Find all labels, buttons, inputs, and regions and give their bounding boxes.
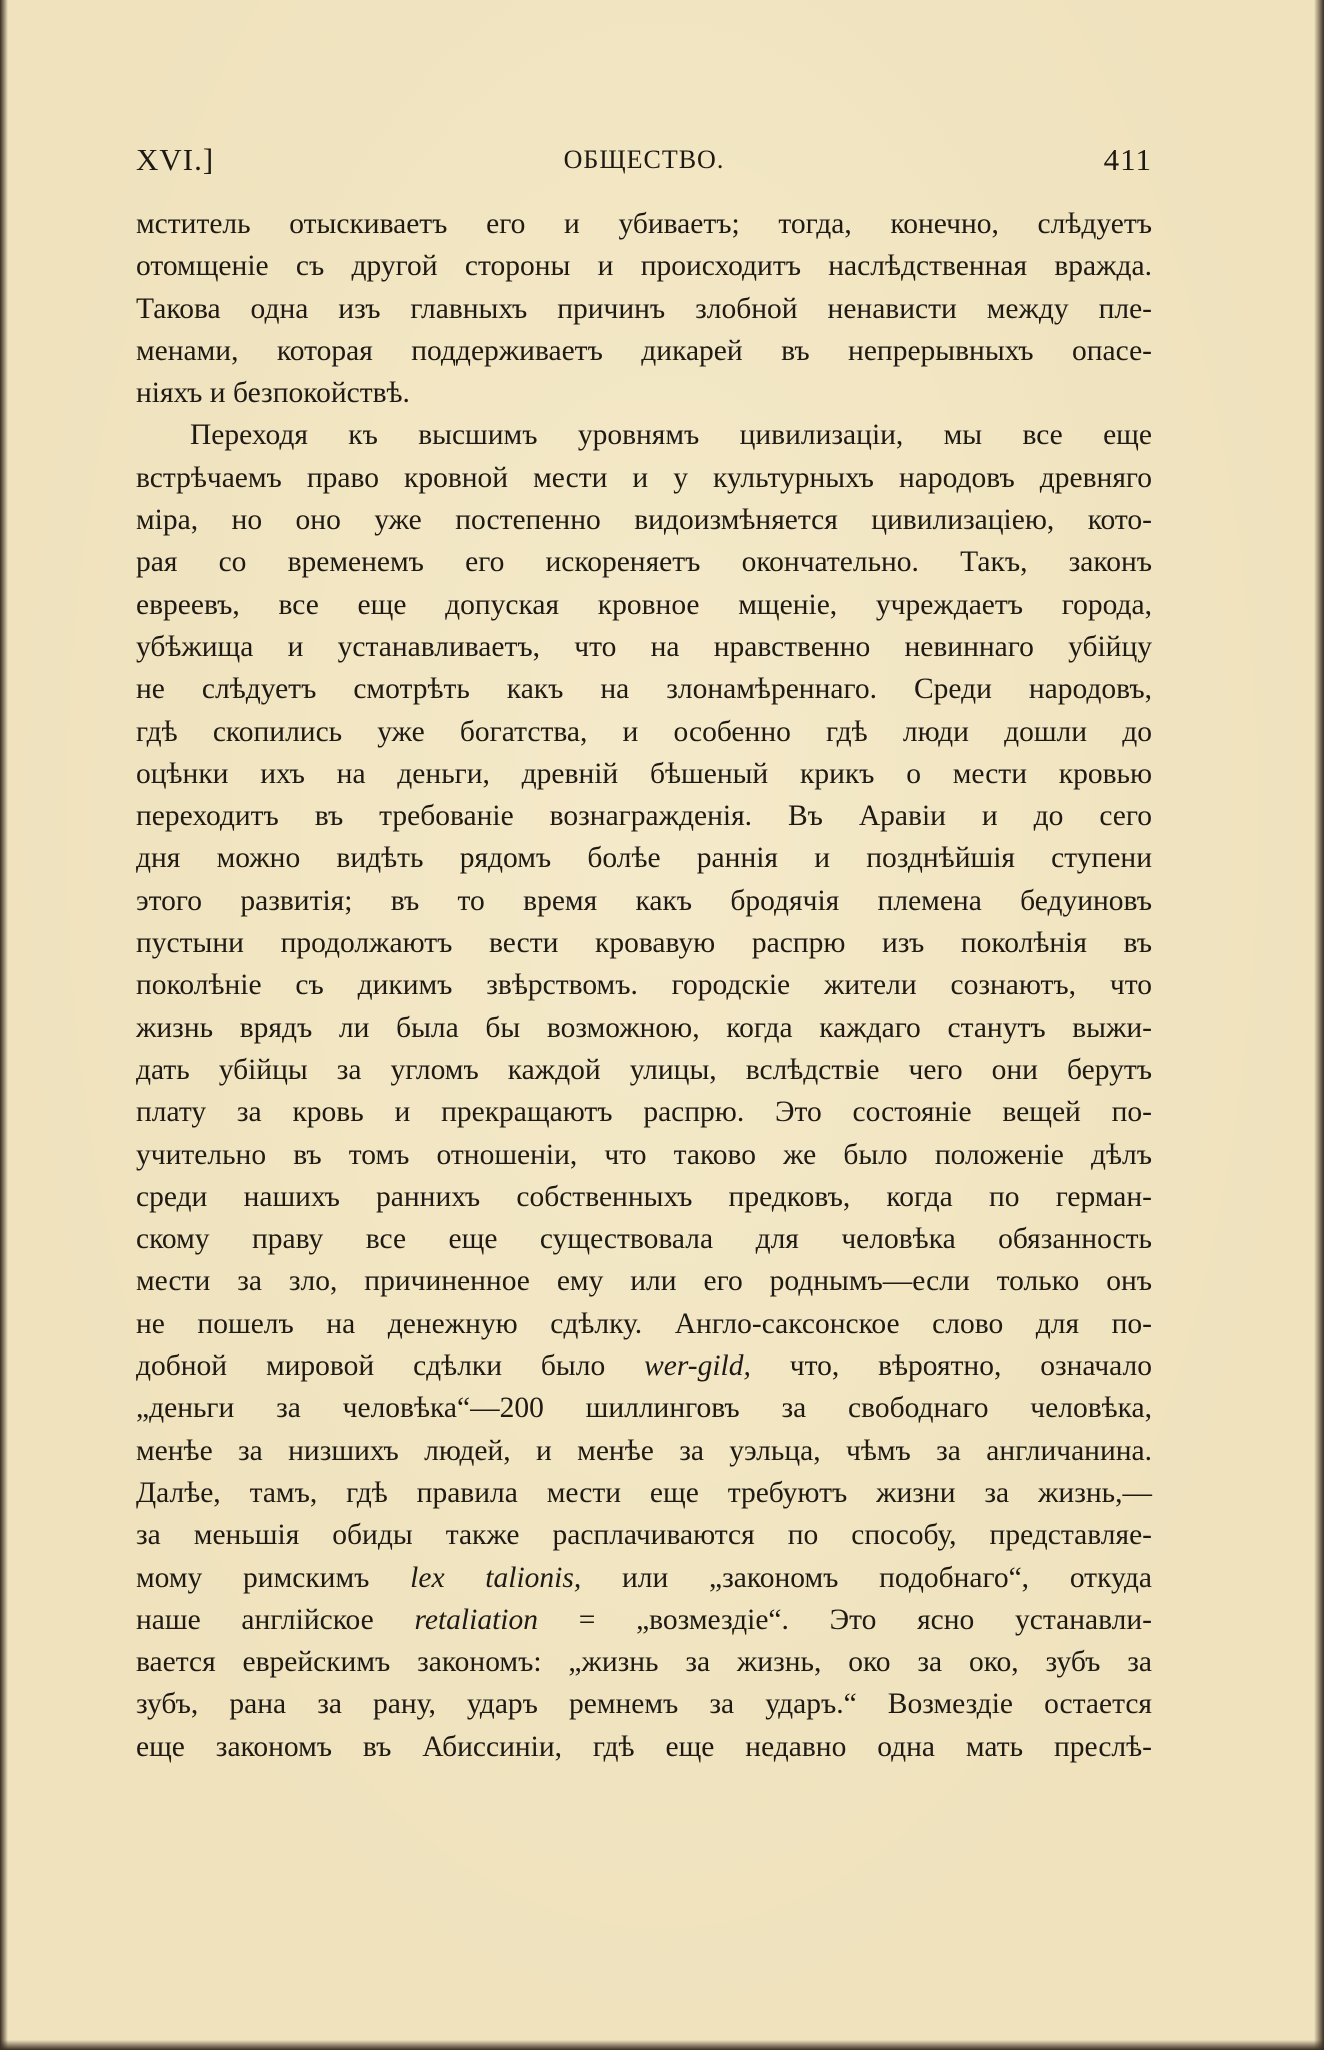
text-segment: оцѣнки ихъ на деньги, древній бѣшеный крикъ о мести кровью [136,757,1152,790]
text-segment: скому праву все еще существовала для человѣка обязанность [136,1223,1152,1256]
text-segment: ніяхъ и безпокойствѣ. [136,377,410,410]
text-segment: поколѣніе съ дикимъ звѣрствомъ. городскіе жители сознаютъ, что [136,969,1152,1002]
text-line [136,457,1152,499]
text-line [136,1176,1152,1218]
page-edge-shadow-left [0,0,8,2050]
text-line [136,288,1152,330]
text-segment: плату за кровь и прекращаютъ распрю. Это состояніе вещей по- [136,1096,1152,1129]
text-line [136,584,1152,626]
text-segment: добной мировой сдѣлки было [136,1350,645,1383]
text-segment: „деньги за человѣка“—200 шиллинговъ за свободнаго человѣка, [136,1392,1152,1425]
text-segment: встрѣчаемъ право кровной мести и у культурныхъ народовъ древняго [136,461,1152,494]
text-segment: зубъ, рана за рану, ударъ ремнемъ за ударъ.“ Возмездіе остается [136,1688,1152,1721]
text-line [136,964,1152,1006]
text-segment: наше англійское [136,1603,415,1636]
text-segment: мститель отыскиваетъ его и убиваетъ; тогда, конечно, слѣдуетъ [136,208,1152,240]
text-line [136,1599,1152,1641]
running-title: ОБЩЕСТВО. [563,145,725,174]
text-line [136,1683,1152,1725]
text-segment: міра, но оно уже постепенно видоизмѣняется цивилизаціею, кото- [136,504,1152,537]
italic-term: wer-gild, [644,1350,751,1383]
text-line [136,1514,1152,1556]
text-line [136,922,1152,964]
text-segment: жизнь врядъ ли была бы возможною, когда каждаго станутъ выжи- [136,1011,1152,1044]
text-line [136,1303,1152,1345]
text-segment: пустыни продолжаютъ вести кровавую распрю изъ поколѣнія въ [136,927,1152,960]
text-segment: или „закономъ подобнаго“, откуда [581,1561,1152,1594]
text-segment: Переходя къ высшимъ уровнямъ цивилизаціи, мы все еще [190,419,1152,452]
italic-term: retaliation [414,1603,538,1636]
text-line [136,1134,1152,1176]
text-segment: отомщеніе съ другой стороны и происходитъ наслѣдственная вражда. [136,250,1152,283]
text-line [136,203,1152,245]
text-segment: мести за зло, причиненное ему или его роднымъ—если только онъ [136,1265,1152,1298]
text-segment: среди нашихъ раннихъ собственныхъ предковъ, когда по герман- [136,1180,1152,1213]
text-line [136,1557,1152,1599]
text-line [136,837,1152,879]
text-line [136,1049,1152,1091]
text-segment: убѣжища и устанавливаетъ, что на нравственно невиннаго убійцу [136,630,1152,663]
text-segment: = „возмездіе“. Это ясно устанавли- [537,1603,1152,1636]
text-line [136,1260,1152,1302]
text-line [136,245,1152,287]
text-line [136,414,1152,456]
page-edge-shadow-bottom [0,2040,1324,2050]
text-segment: этого развитія; въ то время какъ бродячія племена бедуиновъ [136,884,1152,917]
text-line [136,372,1152,414]
text-line [136,1430,1152,1472]
text-line [136,711,1152,753]
text-segment: что, вѣроятно, означало [750,1350,1152,1383]
text-segment: мому римскимъ [136,1561,411,1594]
text-line [136,753,1152,795]
text-line [136,1345,1152,1387]
text-segment: вается еврейскимъ закономъ: „жизнь за жизнь, око за око, зубъ за [136,1646,1152,1679]
text-segment: Далѣе, тамъ, гдѣ правила мести еще требуютъ жизни за жизнь,— [136,1476,1152,1509]
body-text [136,203,1152,1768]
text-segment: рая со временемъ его искореняетъ окончательно. Такъ, законъ [136,546,1152,579]
text-segment: дать убійцы за угломъ каждой улицы, вслѣдствіе чего они берутъ [136,1053,1152,1086]
italic-term: lex talionis, [410,1561,582,1594]
text-segment: Такова одна изъ главныхъ причинъ злобной ненависти между пле- [136,292,1152,325]
text-line [136,1472,1152,1514]
text-line [136,1641,1152,1683]
text-segment: учительно въ томъ отношеніи, что таково же было положеніе дѣлъ [136,1138,1152,1171]
text-segment: переходитъ въ требованіе вознагражденія. Въ Аравіи и до сего [136,800,1152,833]
text-segment: гдѣ скопились уже богатства, и особенно гдѣ люди дошли до [136,715,1152,748]
text-line [136,1091,1152,1133]
text-line [136,626,1152,668]
text-line [136,1218,1152,1260]
text-line [136,1726,1152,1768]
text-segment: евреевъ, все еще допуская кровное мщеніе, учреждаетъ города, [136,588,1152,621]
text-segment: еще закономъ въ Абиссиніи, гдѣ еще недавно одна мать преслѣ- [136,1730,1152,1763]
page-number: 411 [1103,142,1152,177]
text-line [136,1387,1152,1429]
page-edge-shadow-right [1314,0,1324,2050]
text-segment: не слѣдуетъ смотрѣть какъ на злонамѣреннаго. Среди народовъ, [136,673,1152,706]
text-line [136,499,1152,541]
text-line [136,330,1152,372]
text-line [136,668,1152,710]
text-line [136,795,1152,837]
text-segment: менѣе за низшихъ людей, и менѣе за уэльца, чѣмъ за англичанина. [136,1434,1152,1467]
section-marker: XVI.] [136,142,215,177]
text-line [136,1007,1152,1049]
running-header [136,140,1152,180]
text-segment: не пошелъ на денежную сдѣлку. Англо-саксонское слово для по- [136,1307,1152,1340]
text-segment: за меньшія обиды также расплачиваются по способу, представляе- [136,1519,1152,1552]
text-segment: менами, которая поддерживаетъ дикарей въ непрерывныхъ опасе- [136,334,1152,367]
text-line [136,880,1152,922]
text-segment: дня можно видѣть рядомъ болѣе раннія и позднѣйшія ступени [136,842,1152,875]
text-line [136,541,1152,583]
